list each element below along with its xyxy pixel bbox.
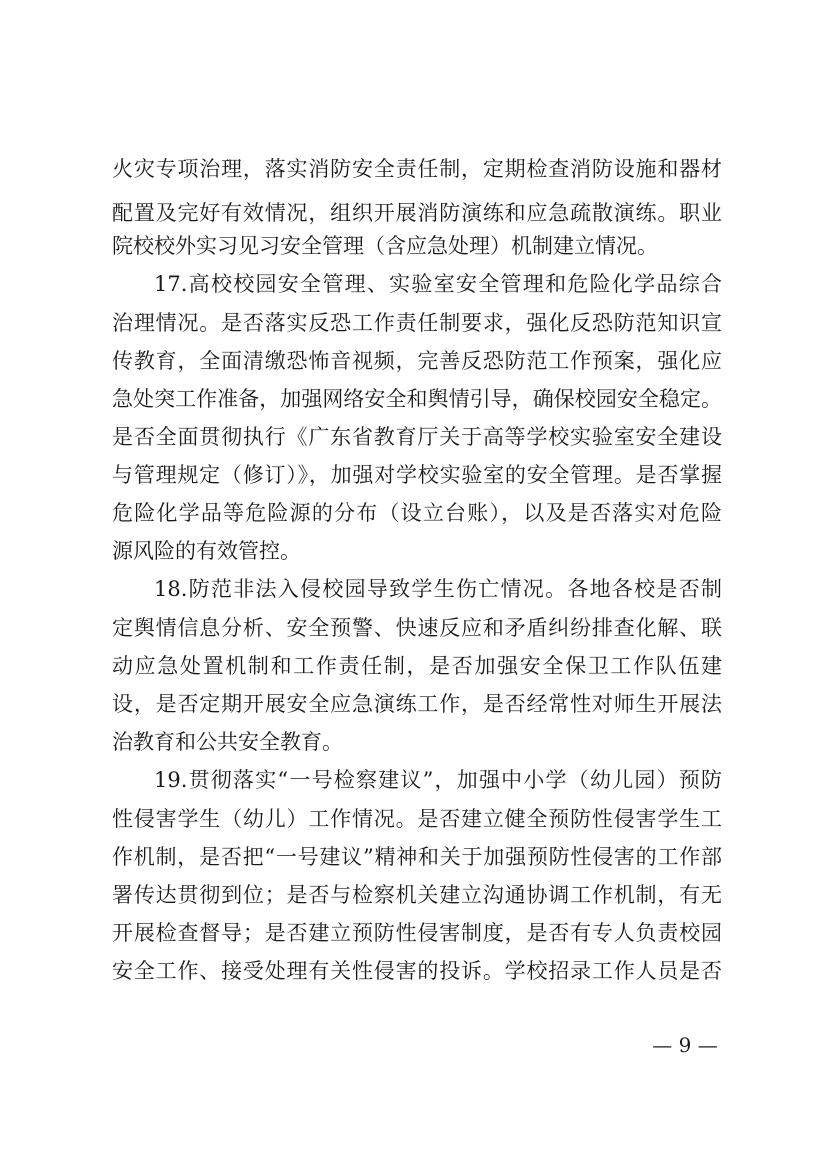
text-line: 19.贯彻落实“一号检察建议”，加强中小学（幼儿园）预防 bbox=[154, 768, 722, 792]
text-line: 署传达贯彻到位；是否与检察机关建立沟通协调工作机制，有无 bbox=[112, 883, 722, 907]
text-line: 与管理规定（修订）》，加强对学校实验室的安全管理。是否掌握 bbox=[112, 463, 722, 487]
text-line: 设，是否定期开展安全应急演练工作，是否经常性对师生开展法 bbox=[112, 692, 722, 716]
text-line: 开展检查督导；是否建立预防性侵害制度，是否有专人负责校园 bbox=[112, 921, 722, 945]
text-line: 危险化学品等危险源的分布（设立台账），以及是否落实对危险 bbox=[112, 501, 722, 525]
text-line: 火灾专项治理，落实消防安全责任制，定期检查消防设施和器材 bbox=[112, 157, 722, 181]
text-line: 性侵害学生（幼儿）工作情况。是否建立健全预防性侵害学生工 bbox=[112, 807, 722, 831]
text-line: 传教育，全面清缴恐怖音视频，完善反恐防范工作预案，强化应 bbox=[112, 349, 722, 373]
text-line: 是否全面贯彻执行《广东省教育厅关于高等学校实验室安全建设 bbox=[112, 425, 722, 449]
text-line: 动应急处置机制和工作责任制，是否加强安全保卫工作队伍建 bbox=[112, 654, 722, 678]
text-line: 治教育和公共安全教育。 bbox=[112, 730, 343, 754]
text-line: 作机制，是否把“一号建议”精神和关于加强预防性侵害的工作部 bbox=[112, 845, 722, 869]
text-line: 定舆情信息分析、安全预警、快速反应和矛盾纠纷排查化解、联 bbox=[112, 616, 722, 640]
text-line: 17.高校校园安全管理、实验室安全管理和危险化学品综合 bbox=[154, 272, 722, 296]
text-line: 配置及完好有效情况，组织开展消防演练和应急疏散演练。职业 bbox=[112, 201, 722, 225]
text-line: 源风险的有效管控。 bbox=[112, 539, 301, 563]
text-line: 院校校外实习见习安全管理（含应急处理）机制建立情况。 bbox=[112, 234, 658, 258]
text-line: 18.防范非法入侵校园导致学生伤亡情况。各地各校是否制 bbox=[154, 577, 722, 601]
page-number: — 9 — bbox=[652, 1033, 718, 1057]
text-line: 急处突工作准备，加强网络安全和舆情引导，确保校园安全稳定。 bbox=[112, 387, 722, 411]
text-line: 安全工作、接受处理有关性侵害的投诉。学校招录工作人员是否 bbox=[112, 959, 722, 983]
text-line: 治理情况。是否落实反恐工作责任制要求，强化反恐防范知识宣 bbox=[112, 311, 722, 335]
